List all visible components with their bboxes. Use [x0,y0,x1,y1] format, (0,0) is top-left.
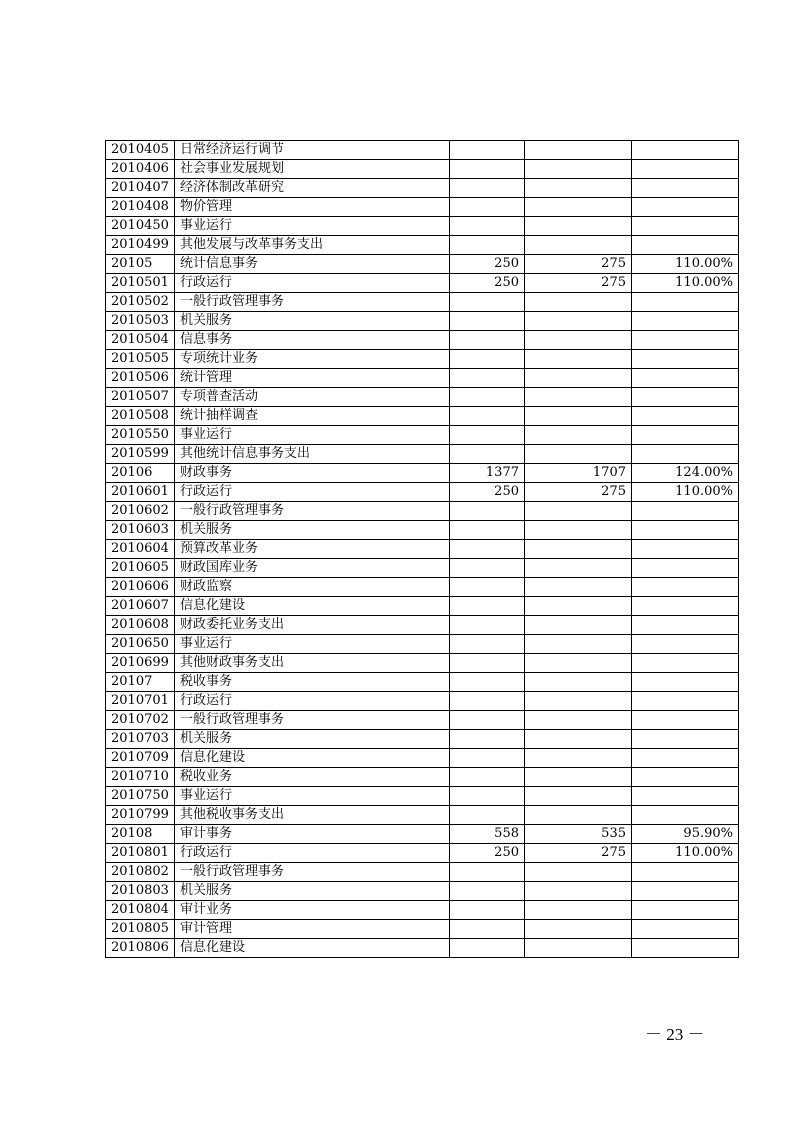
actual-value-cell [525,882,632,901]
actual-value-cell [525,388,632,407]
budget-value-cell [450,293,525,312]
table-row [106,521,739,540]
budget-value-cell [450,521,525,540]
account-code-cell: 2010607 [106,597,175,616]
budget-value-cell [450,369,525,388]
account-code-cell: 2010407 [106,179,175,198]
completion-rate-cell [632,350,739,369]
actual-value-cell [525,635,632,654]
account-code-cell: 2010699 [106,654,175,673]
actual-value-cell [525,198,632,217]
actual-value-cell [525,673,632,692]
completion-rate-cell [632,521,739,540]
account-name-cell: 机关服务 [175,312,450,331]
actual-value-cell [525,939,632,958]
account-code-cell: 2010601 [106,483,175,502]
budget-value-cell: 250 [450,483,525,502]
budget-value-cell [450,331,525,350]
account-name-cell: 日常经济运行调节 [175,141,450,160]
completion-rate-cell [632,730,739,749]
completion-rate-cell: 124.00% [632,464,739,483]
table-row [106,483,739,502]
account-name-cell: 事业运行 [175,217,450,236]
table-row [106,654,739,673]
account-code-cell: 20106 [106,464,175,483]
account-name-cell: 一般行政管理事务 [175,863,450,882]
table-row [106,597,739,616]
table-row [106,711,739,730]
account-code-cell: 2010750 [106,787,175,806]
completion-rate-cell [632,160,739,179]
actual-value-cell [525,445,632,464]
account-code-cell: 2010799 [106,806,175,825]
actual-value-cell [525,616,632,635]
account-name-cell: 统计信息事务 [175,255,450,274]
account-name-cell: 财政国库业务 [175,559,450,578]
account-code-cell: 2010701 [106,692,175,711]
completion-rate-cell [632,901,739,920]
account-name-cell: 信息化建设 [175,749,450,768]
account-code-cell: 2010550 [106,426,175,445]
actual-value-cell [525,920,632,939]
completion-rate-cell [632,692,739,711]
budget-value-cell [450,445,525,464]
table-row [106,331,739,350]
budget-value-cell [450,635,525,654]
account-code-cell: 2010804 [106,901,175,920]
account-name-cell: 税收事务 [175,673,450,692]
table-row [106,426,739,445]
completion-rate-cell [632,673,739,692]
budget-value-cell [450,806,525,825]
actual-value-cell [525,141,632,160]
table-row [106,293,739,312]
actual-value-cell [525,578,632,597]
actual-value-cell: 275 [525,844,632,863]
table-row [106,882,739,901]
table-row [106,863,739,882]
completion-rate-cell [632,939,739,958]
completion-rate-cell: 110.00% [632,255,739,274]
budget-value-cell: 558 [450,825,525,844]
actual-value-cell [525,540,632,559]
completion-rate-cell [632,863,739,882]
actual-value-cell: 535 [525,825,632,844]
budget-value-cell [450,597,525,616]
account-name-cell: 事业运行 [175,426,450,445]
budget-value-cell [450,730,525,749]
actual-value-cell [525,331,632,350]
account-code-cell: 2010608 [106,616,175,635]
table-row [106,559,739,578]
actual-value-cell [525,711,632,730]
account-code-cell: 2010709 [106,749,175,768]
table-row [106,730,739,749]
actual-value-cell [525,730,632,749]
table-row [106,502,739,521]
completion-rate-cell [632,597,739,616]
account-name-cell: 事业运行 [175,787,450,806]
account-code-cell: 20108 [106,825,175,844]
budget-value-cell: 250 [450,255,525,274]
budget-value-cell [450,654,525,673]
table-row [106,312,739,331]
account-code-cell: 2010408 [106,198,175,217]
budget-table [105,140,739,958]
account-code-cell: 2010604 [106,540,175,559]
actual-value-cell: 275 [525,483,632,502]
completion-rate-cell [632,616,739,635]
actual-value-cell [525,426,632,445]
completion-rate-cell [632,293,739,312]
table-row [106,787,739,806]
actual-value-cell [525,293,632,312]
account-code-cell: 2010603 [106,521,175,540]
table-row [106,388,739,407]
account-code-cell: 2010602 [106,502,175,521]
actual-value-cell: 275 [525,274,632,293]
account-name-cell: 一般行政管理事务 [175,293,450,312]
completion-rate-cell [632,217,739,236]
account-code-cell: 2010803 [106,882,175,901]
account-code-cell: 2010406 [106,160,175,179]
table-row [106,198,739,217]
account-code-cell: 20107 [106,673,175,692]
budget-value-cell [450,901,525,920]
table-row [106,825,739,844]
account-name-cell: 财政监察 [175,578,450,597]
actual-value-cell [525,236,632,255]
actual-value-cell [525,559,632,578]
account-code-cell: 2010605 [106,559,175,578]
account-name-cell: 物价管理 [175,198,450,217]
table-row [106,274,739,293]
actual-value-cell: 1707 [525,464,632,483]
account-name-cell: 社会事业发展规划 [175,160,450,179]
account-code-cell: 2010650 [106,635,175,654]
completion-rate-cell: 110.00% [632,483,739,502]
budget-value-cell [450,141,525,160]
account-name-cell: 信息事务 [175,331,450,350]
table-row [106,236,739,255]
table-row [106,369,739,388]
table-row [106,255,739,274]
account-code-cell: 2010503 [106,312,175,331]
account-name-cell: 机关服务 [175,521,450,540]
account-code-cell: 2010606 [106,578,175,597]
budget-value-cell [450,711,525,730]
account-name-cell: 信息化建设 [175,939,450,958]
budget-value-cell [450,673,525,692]
table-row [106,616,739,635]
completion-rate-cell: 110.00% [632,274,739,293]
account-name-cell: 统计抽样调查 [175,407,450,426]
account-name-cell: 机关服务 [175,882,450,901]
completion-rate-cell [632,635,739,654]
account-code-cell: 2010802 [106,863,175,882]
account-code-cell: 2010505 [106,350,175,369]
table-row [106,407,739,426]
completion-rate-cell [632,559,739,578]
completion-rate-cell [632,369,739,388]
account-name-cell: 税收业务 [175,768,450,787]
completion-rate-cell [632,749,739,768]
budget-value-cell [450,198,525,217]
actual-value-cell [525,160,632,179]
budget-value-cell [450,407,525,426]
table-row [106,160,739,179]
completion-rate-cell [632,198,739,217]
account-code-cell: 2010405 [106,141,175,160]
account-name-cell: 事业运行 [175,635,450,654]
account-code-cell: 2010710 [106,768,175,787]
account-name-cell: 其他统计信息事务支出 [175,445,450,464]
account-name-cell: 审计业务 [175,901,450,920]
account-name-cell: 预算改革业务 [175,540,450,559]
completion-rate-cell [632,331,739,350]
budget-value-cell [450,559,525,578]
actual-value-cell [525,654,632,673]
actual-value-cell [525,350,632,369]
budget-value-cell [450,426,525,445]
budget-value-cell [450,312,525,331]
table-row [106,217,739,236]
budget-value-cell [450,863,525,882]
page-number: － 23 － [645,1025,705,1044]
actual-value-cell [525,806,632,825]
table-row [106,540,739,559]
budget-value-cell: 250 [450,844,525,863]
account-code-cell: 2010805 [106,920,175,939]
actual-value-cell [525,407,632,426]
table-row [106,350,739,369]
account-code-cell: 2010507 [106,388,175,407]
actual-value-cell [525,369,632,388]
budget-value-cell [450,749,525,768]
budget-value-cell [450,692,525,711]
account-name-cell: 行政运行 [175,483,450,502]
account-name-cell: 审计事务 [175,825,450,844]
account-code-cell: 2010801 [106,844,175,863]
table-row [106,920,739,939]
completion-rate-cell [632,141,739,160]
table-row [106,635,739,654]
completion-rate-cell [632,711,739,730]
completion-rate-cell: 110.00% [632,844,739,863]
actual-value-cell [525,863,632,882]
table-row [106,141,739,160]
account-code-cell: 2010502 [106,293,175,312]
completion-rate-cell [632,445,739,464]
account-name-cell: 一般行政管理事务 [175,502,450,521]
table-row [106,673,739,692]
account-code-cell: 2010702 [106,711,175,730]
budget-value-cell [450,920,525,939]
completion-rate-cell [632,236,739,255]
actual-value-cell [525,787,632,806]
completion-rate-cell [632,787,739,806]
account-name-cell: 行政运行 [175,274,450,293]
completion-rate-cell [632,654,739,673]
budget-value-cell [450,939,525,958]
account-code-cell: 2010703 [106,730,175,749]
completion-rate-cell: 95.90% [632,825,739,844]
completion-rate-cell [632,882,739,901]
account-name-cell: 其他财政事务支出 [175,654,450,673]
table-row [106,844,739,863]
budget-value-cell [450,388,525,407]
completion-rate-cell [632,540,739,559]
table-row [106,806,739,825]
completion-rate-cell [632,768,739,787]
account-name-cell: 一般行政管理事务 [175,711,450,730]
account-code-cell: 2010501 [106,274,175,293]
actual-value-cell [525,502,632,521]
actual-value-cell: 275 [525,255,632,274]
account-name-cell: 行政运行 [175,692,450,711]
actual-value-cell [525,179,632,198]
account-name-cell: 财政事务 [175,464,450,483]
actual-value-cell [525,217,632,236]
completion-rate-cell [632,426,739,445]
table-row [106,749,739,768]
account-name-cell: 专项普查活动 [175,388,450,407]
completion-rate-cell [632,920,739,939]
budget-value-cell: 1377 [450,464,525,483]
account-code-cell: 2010806 [106,939,175,958]
account-code-cell: 2010506 [106,369,175,388]
completion-rate-cell [632,179,739,198]
completion-rate-cell [632,806,739,825]
actual-value-cell [525,768,632,787]
budget-value-cell [450,236,525,255]
budget-value-cell [450,787,525,806]
budget-value-cell: 250 [450,274,525,293]
table-row [106,445,739,464]
account-name-cell: 经济体制改革研究 [175,179,450,198]
actual-value-cell [525,521,632,540]
account-name-cell: 机关服务 [175,730,450,749]
budget-value-cell [450,217,525,236]
table-row [106,578,739,597]
actual-value-cell [525,312,632,331]
account-name-cell: 专项统计业务 [175,350,450,369]
budget-value-cell [450,350,525,369]
table-row [106,939,739,958]
table-row [106,464,739,483]
budget-value-cell [450,616,525,635]
completion-rate-cell [632,388,739,407]
budget-value-cell [450,768,525,787]
account-name-cell: 信息化建设 [175,597,450,616]
account-code-cell: 2010450 [106,217,175,236]
budget-value-cell [450,540,525,559]
budget-value-cell [450,502,525,521]
account-name-cell: 统计管理 [175,369,450,388]
actual-value-cell [525,597,632,616]
table-row [106,901,739,920]
account-code-cell: 2010504 [106,331,175,350]
account-code-cell: 2010599 [106,445,175,464]
completion-rate-cell [632,502,739,521]
account-name-cell: 其他税收事务支出 [175,806,450,825]
account-code-cell: 20105 [106,255,175,274]
account-name-cell: 其他发展与改革事务支出 [175,236,450,255]
completion-rate-cell [632,312,739,331]
account-name-cell: 行政运行 [175,844,450,863]
completion-rate-cell [632,407,739,426]
completion-rate-cell [632,578,739,597]
account-code-cell: 2010499 [106,236,175,255]
table-row [106,692,739,711]
account-name-cell: 财政委托业务支出 [175,616,450,635]
account-code-cell: 2010508 [106,407,175,426]
budget-value-cell [450,179,525,198]
table-row [106,768,739,787]
table-row [106,179,739,198]
budget-value-cell [450,160,525,179]
actual-value-cell [525,749,632,768]
actual-value-cell [525,692,632,711]
budget-value-cell [450,578,525,597]
account-name-cell: 审计管理 [175,920,450,939]
budget-value-cell [450,882,525,901]
actual-value-cell [525,901,632,920]
budget-table-body [106,141,739,958]
